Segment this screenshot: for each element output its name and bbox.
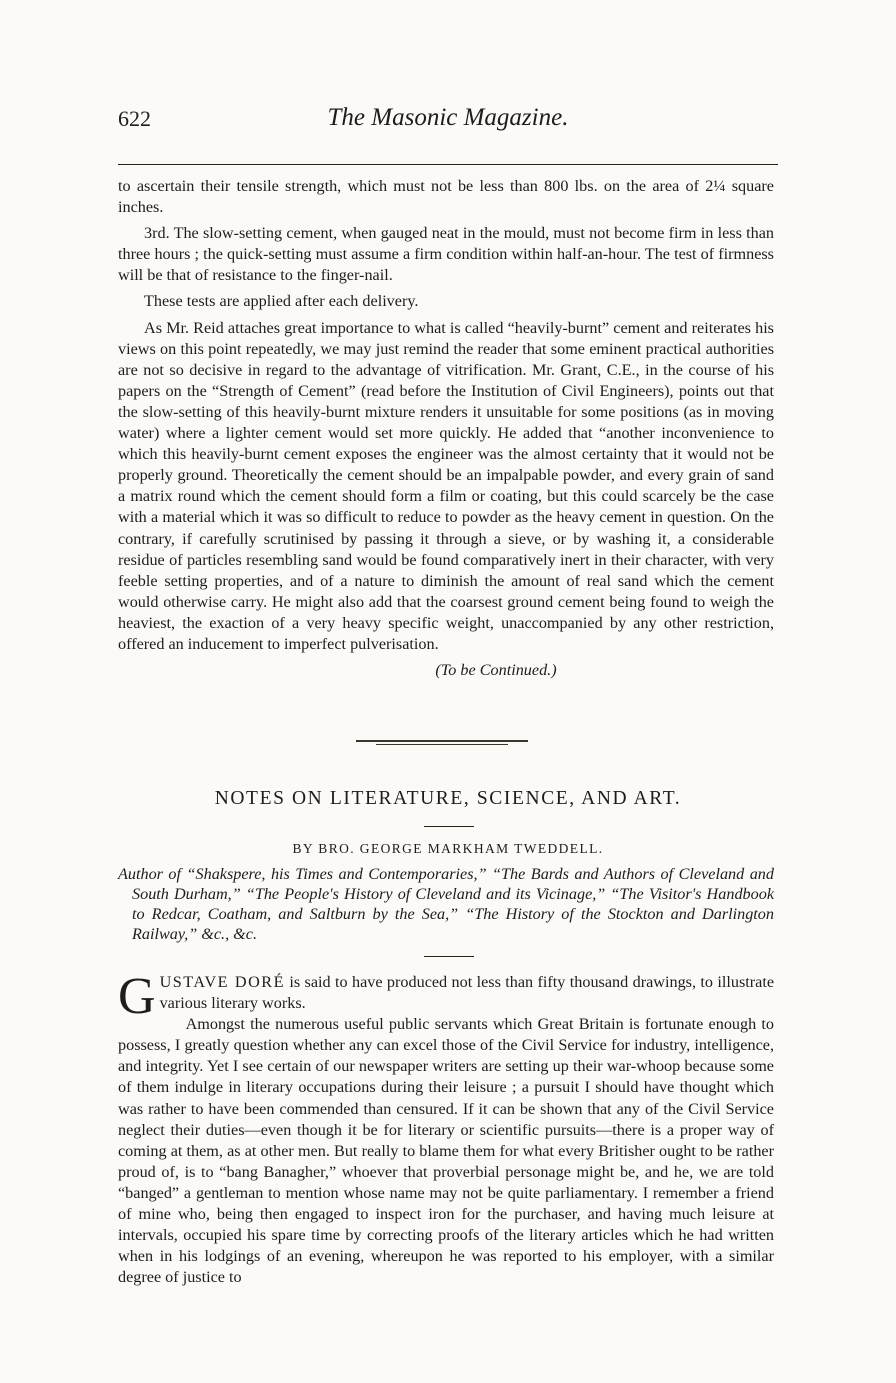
drop-cap: G [118, 968, 156, 1025]
paragraph: 3rd. The slow-setting cement, when gauged neat in the mould, must not become firm in less than three hours ; the quick-setting must assume a firm condition within half-an-hour. The test of firmness will be that of resistance to the finger-nail. [118, 224, 774, 285]
first-paragraph [118, 968, 775, 1025]
author-works: Author of “Shakspere, his Times and Contemporaries,” “The Bards and Authors of Cleveland and South Durham,” “The People's History of Cleveland and its Vicinage,” “The Visitor's Handbook to Redcar, Coatham, and Saltburn by the Sea,” “The History of the Stockton and Darlington Railway,” &c., &c. [118, 865, 774, 943]
article-byline: BY BRO. GEORGE MARKHAM TWEDDELL. [292, 841, 604, 856]
article-body [118, 968, 775, 1288]
paragraph: to ascertain their tensile strength, which must not be less than 800 lbs. on the area of 2¼ square inches. [118, 177, 774, 217]
continued-article-body [118, 176, 774, 686]
first-paragraph-text: is said to have produced not less than fifty thousand drawings, to illustrate various literary works. [159, 973, 775, 1013]
paragraph: These tests are applied after each delivery. [144, 292, 419, 311]
paragraph: Amongst the numerous useful public servants which Great Britain is fortunate enough to possess, I greatly question whether any can excel those of the Civil Service for industry, intelligence, and integrity. Yet I see certain of our newspaper writers are setting up their war-whoop because some of them indulge in literary occupations during their leisure ; a pursuit I should have thought which was rather to have been commended than censured. If it can be shown that any of the Civil Service neglect their duties—even though it be for literary or scientific pursuits—there is a proper way of coming at them, as at other men. But really to blame them for what every Britisher ought to be rather proud of, is to “bang Banagher,” whoever that proverbial personage might be, and he, we are told “banged” a gentleman to mention whose name may not be quite parliamentary. I remember a friend of mine who, being then engaged to inspect iron for the purchaser, and having much leisure at intervals, occupied his spare time by correcting proofs of the literary articles which he had written when in his lodgings of an evening, whereupon he was reported to his employer, with a similar degree of justice to [118, 1015, 774, 1287]
author-note [118, 864, 774, 944]
page-header [118, 104, 778, 144]
byline-rule [424, 956, 474, 957]
to-be-continued: (To be Continued.) [435, 661, 557, 680]
header-rule [118, 164, 778, 165]
running-title: The Masonic Magazine. [327, 104, 569, 131]
article-title: NOTES ON LITERATURE, SCIENCE, AND ART. [214, 788, 682, 809]
page-number: 622 [118, 106, 151, 131]
title-rule [424, 826, 474, 827]
section-divider-ornament [356, 740, 528, 746]
opening-words: USTAVE DORÉ [159, 973, 285, 991]
paragraph: As Mr. Reid attaches great importance to what is called “heavily-burnt” cement and reiterates his views on this point repeatedly, we may just remind the reader that some eminent practical authorities are not so decisive in regard to the advantage of vitrification. Mr. Grant, C.E., in the course of his papers on the “Strength of Cement” (read before the Institution of Civil Engineers), points out that the slow-setting of this heavily-burnt mixture renders it unsuitable for some positions (as in moving water) where a lighter cement would set more quickly. He added that “another inconvenience to which this heavily-burnt cement exposes the engineer was the almost certainty that it would not be properly ground. Theoretically the cement should be an impalpable powder, and every grain of sand a matrix round which the cement should form a film or coating, but this could scarcely be the case with a material which it was so difficult to reduce to powder as the heavy cement in question. On the contrary, if carefully scrutinised by passing it through a sieve, or by washing it, a considerable residue of particles resembling sand would be found comparatively inert in their character, with very feeble setting properties, and of a nature to diminish the amount of real sand which the cement would otherwise carry. He might also add that the coarsest ground cement being found to weigh the heaviest, the exaction of a very heavy specific weight, unaccompanied by any other restriction, offered an inducement to imperfect pulverisation. [118, 318, 774, 653]
